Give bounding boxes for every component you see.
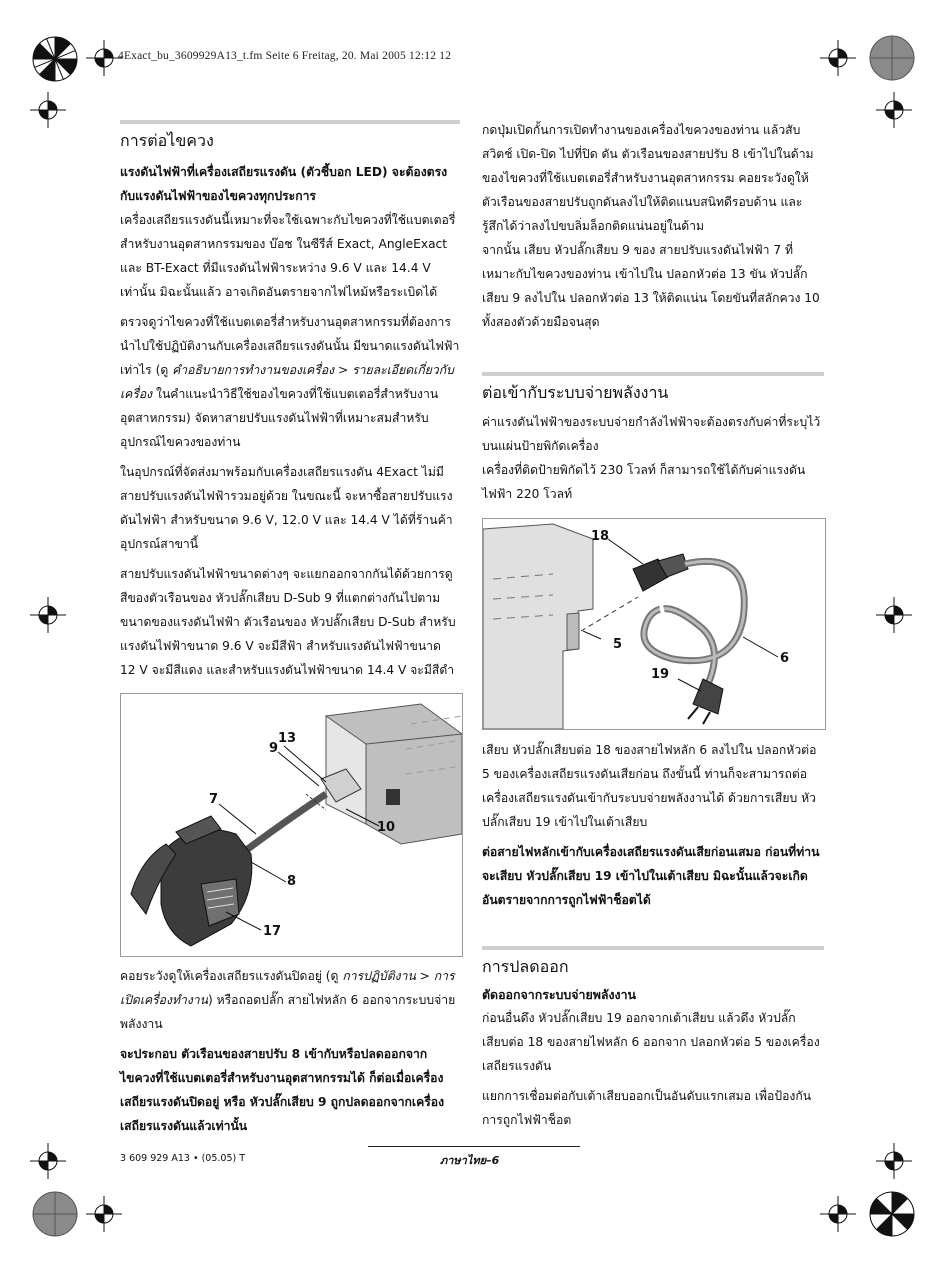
warning-paragraph: จะประกอบ ตัวเรือนของสายปรับ 8 เข้ากับหรือปลดออกจากไขควงที่ใช้แบตเตอรี่สำหรับงานอุตสาหกรรมได้ ก็ต่อเมื่อเครื่องเสถียรแรงดันปิดอยู่ หรือ หัวปลั๊กเสียบ 9 ถูกปลดออกจากเครื่องเสถียรแรงดันแล้วเท่านั้น [120,1047,445,1133]
paragraph: เสียบ หัวปลั๊กเสียบต่อ 18 ของสายไฟหลัก 6 ลงไปใน ปลอกหัวต่อ 5 ของเครื่องเสถียรแรงดันเสียก่อน ถึงขั้นนี้ ท่านก็จะสามารถต่อเครื่องเสถียรแรงดันเข้ากับระบบจ่ายพลังงานได้ ด้วยการเสียบ หัวปลั๊กเสียบ 19 เข้าไปในเต้าเสียบ [482,743,817,829]
paragraph: เครื่องที่ติดป้ายพิกัดไว้ 230 โวลท์ ก็สามารถใช้ได้กับค่าแรงดันไฟฟ้า 220 โวลท์ [482,463,806,501]
crosshair-icon [86,1196,122,1232]
right-section-disconnect [482,956,822,1138]
warning-paragraph: แรงดันไฟฟ้าที่เครื่องเสถียรแรงดัน (ตัวชี้บอก LED) จะต้องตรงกับแรงดันไฟฟ้าของไขควงทุกประการ [120,165,448,203]
section-rule [120,120,460,124]
paragraph: ตรวจดูว่าไขควงที่ใช้แบตเตอรี่สำหรับงานอุตสาหกรรมที่ต้องการนำไปใช้ปฏิบัติงานกับเครื่องเสถียรแรงดันนั้น มีขนาดแรงดันไฟฟ้าเท่าไร (ดู คำอธิบายการทำงานของเครื่อง > รายละเอียดเกี่ยวกับเครื่อง ในคำแนะนำวิธีใช้ของไขควงที่ใช้แบตเตอรี่สำหรับงานอุตสาหกรรม) จัดหาสายปรับแรงดันไฟฟ้าที่เหมาะสมสำหรับอุปกรณ์ไขควงของท่าน [120,315,460,449]
callout-13: 13 [278,731,297,746]
registration-target-icon [31,35,79,83]
crosshair-icon [30,597,66,633]
figure-screwdriver-connection [120,693,463,957]
paragraph: ก่อนอื่นดึง หัวปลั๊กเสียบ 19 ออกจากเต้าเสียบ แล้วดึง หัวปลั๊กเสียบต่อ 18 ของสายไฟหลัก 6 ออกจาก ปลอกหัวต่อ 5 ของเครื่องเสถียรแรงดัน [482,1011,820,1073]
crosshair-icon [30,1143,66,1179]
registration-gray-circle-icon [31,1190,79,1238]
crosshair-icon [86,40,122,76]
section-rule [482,372,824,376]
callout-6: 6 [780,651,790,666]
callout-5: 5 [613,637,623,652]
section-rule [482,946,824,950]
registration-gray-circle-icon [868,34,916,82]
section-heading: การปลดออก [482,957,569,976]
crosshair-icon [876,1143,912,1179]
paragraph: ในอุปกรณ์ที่จัดส่งมาพร้อมกับเครื่องเสถียรแรงดัน 4Exact ไม่มีสายปรับแรงดันไฟฟ้ารวมอยู่ด้วย ในขณะนี้ จะหาซื้อสายปรับแรงดันไฟฟ้า สำหรับขนาด 9.6 V, 12.0 V และ 14.4 V ได้ที่ร้านค้าอุปกรณ์สาขานี้ [120,465,453,551]
file-header: 4Exact_bu_3609929A13_t.fm Seite 6 Freitag, 20. Mai 2005 12:12 12 [118,50,452,62]
paragraph: เครื่องเสถียรแรงดันนี้เหมาะที่จะใช้เฉพาะกับไขควงที่ใช้แบตเตอรี่สำหรับงานอุตสาหกรรมของ บ๊อช ในซีรีส์ Exact, AngleExact และ BT-Exact ที่มีแรงดันไฟฟ้าระหว่าง 9.6 V และ 14.4 V เท่านั้น มิฉะนั้นแล้ว อาจเกิดอันตรายจากไฟไหม้หรือระเบิดได้ [120,213,456,299]
paragraph: จากนั้น เสียบ หัวปลั๊กเสียบ 9 ของ สายปรับแรงดันไฟฟ้า 7 ที่เหมาะกับไขควงของท่าน เข้าไปใน ปลอกหัวต่อ 13 ขัน หัวปลั๊กเสียบ 9 ลงไปใน ปลอกหัวต่อ 13 ให้ติดแน่น โดยขันที่สลักควง 10 ทั้งสองตัวด้วยมือจนสุด [482,243,820,329]
paragraph: คอยระวังดูให้เครื่องเสถียรแรงดันปิดอยู่ (ดู การปฏิบัติงาน > การเปิดเครื่องทำงาน) หรือถอดปลั๊ก สายไฟหลัก 6 ออกจากระบบจ่ายพลังงาน [120,969,456,1031]
footer-code: 3 609 929 A13 • (05.05) T [120,1153,246,1164]
right-column-top [482,118,822,340]
page-number: ภาษาไทย–6 [440,1154,500,1167]
section-heading: การต่อไขควง [120,131,214,150]
figure-power-cord [482,518,826,730]
callout-18: 18 [591,529,610,544]
registration-target-icon [868,1190,916,1238]
callout-19: 19 [651,667,670,682]
right-section-power [482,382,822,512]
left-column-top [120,130,460,688]
warning-paragraph: ต่อสายไฟหลักเข้ากับเครื่องเสถียรแรงดันเสียก่อนเสมอ ก่อนที่ท่านจะเสียบ หัวปลั๊กเสียบ 19 เข้าไปในเต้าเสียบ มิฉะนั้นแล้วจะเกิดอันตรายจากการถูกไฟฟ้าช็อตได้ [482,845,820,907]
callout-17: 17 [263,924,282,939]
left-column-bottom [120,964,460,1144]
callout-8: 8 [287,874,297,889]
paragraph: ค่าแรงดันไฟฟ้าของระบบจ่ายกำลังไฟฟ้าจะต้องตรงกับค่าที่ระบุไว้บนแผ่นป้ายพิกัดเครื่อง [482,415,821,453]
crosshair-icon [876,92,912,128]
subheading: ตัดออกจากระบบจ่ายพลังงาน [482,987,637,1002]
paragraph: กดปุ่มเปิดกั้นการเปิดทำงานของเครื่องไขควงของท่าน แล้วสับสวิตช์ เปิด-ปิด ไปที่ปิด ดัน ตัวเรือนของสายปรับ 8 เข้าไปในด้ามของไขควงที่ใช้แบตเตอรี่สำหรับงานอุตสาหกรรม คอยระวังดูให้ตัวเรือนของสายปรับถูกดันลงไปให้ติดแนบสนิทดีรอบด้าน และรู้สึกได้ว่าลงไปขบลิ่มล็อกติดแน่นอยู่ในด้าม [482,123,814,233]
callout-10: 10 [377,820,396,835]
callout-7: 7 [209,792,219,807]
right-column-mid [482,738,822,918]
note-paragraph: แยกการเชื่อมต่อกับเต้าเสียบออกเป็นอันดับแรกเสมอ เพื่อป้องกันการถูกไฟฟ้าช็อต [482,1089,812,1127]
crosshair-icon [820,1196,856,1232]
footer-rule [368,1146,580,1147]
crosshair-icon [30,92,66,128]
section-heading: ต่อเข้ากับระบบจ่ายพลังงาน [482,383,669,402]
crosshair-icon [876,597,912,633]
callout-9: 9 [269,741,279,756]
crosshair-icon [820,40,856,76]
paragraph: สายปรับแรงดันไฟฟ้าขนาดต่างๆ จะแยกออกจากกันได้ด้วยการดูสีของตัวเรือนของ หัวปลั๊กเสียบ D-Sub 9 ที่แตกต่างกันไปตามขนาดของแรงดันไฟฟ้า ตัวเรือนของ หัวปลั๊กเสียบ D-Sub สำหรับแรงดันไฟฟ้าขนาด 9.6 V จะมีสีฟ้า สำหรับแรงดันไฟฟ้าขนาด 12 V จะมีสีแดง และสำหรับแรงดันไฟฟ้าขนาด 14.4 V จะมีสีดำ [120,567,456,677]
